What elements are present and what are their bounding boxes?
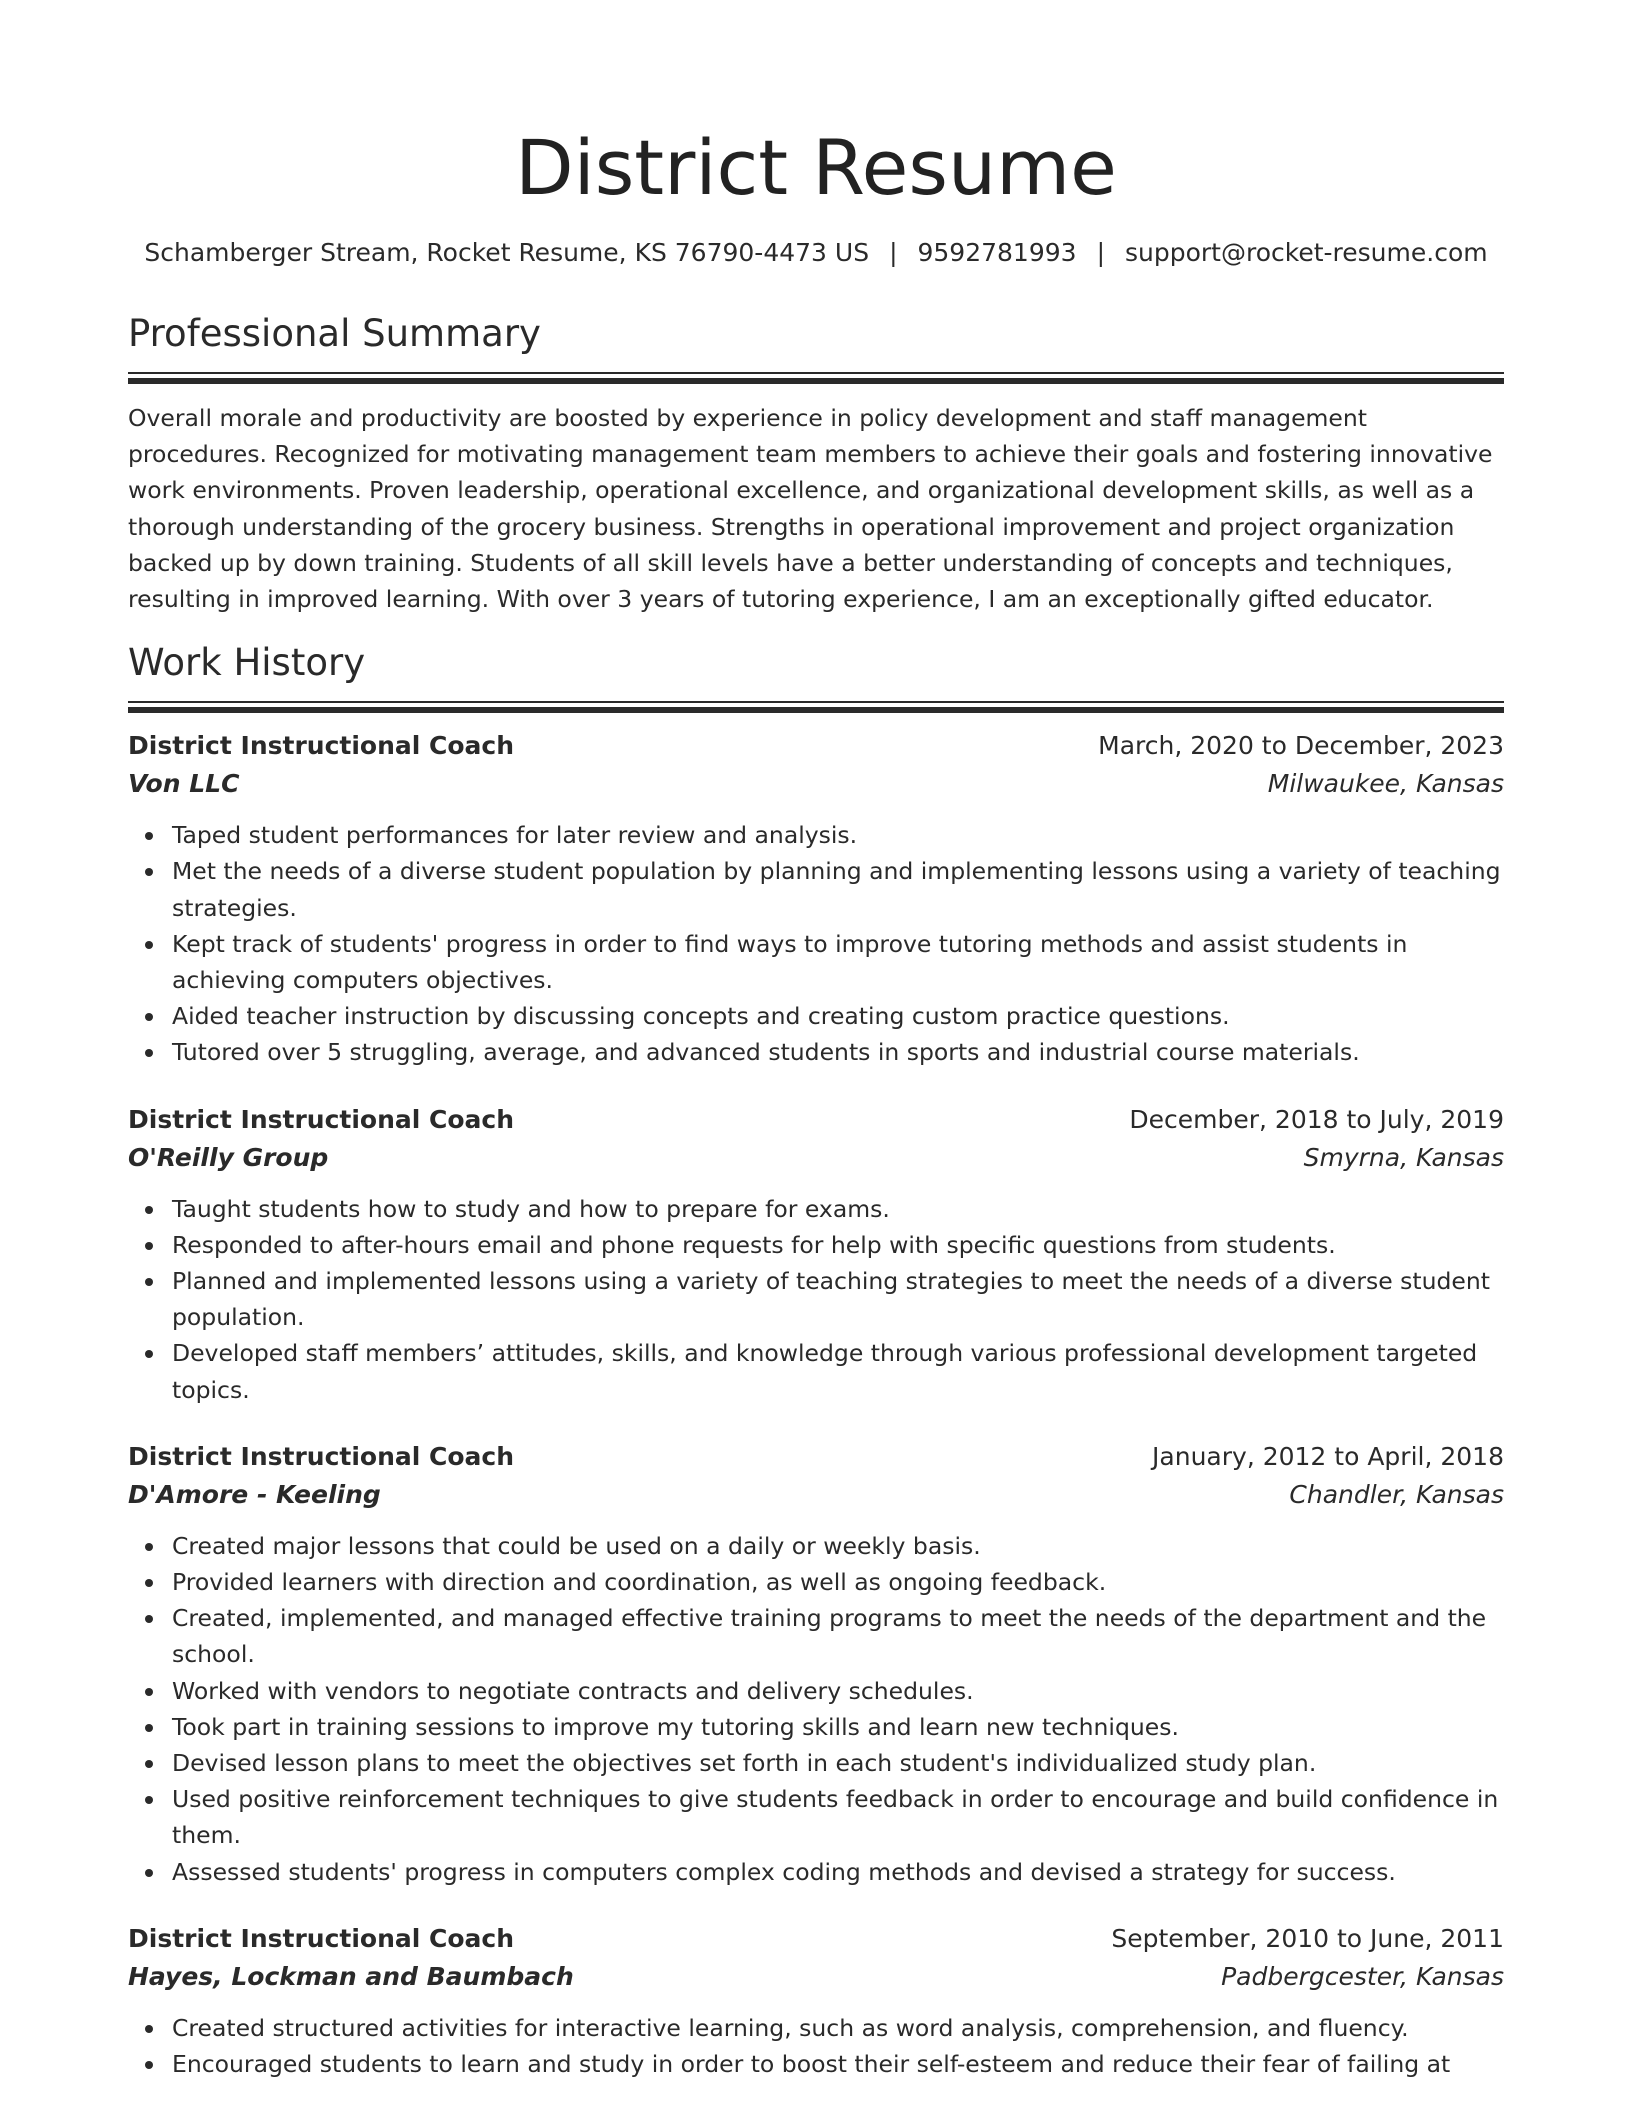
job-bullet: Taught students how to study and how to prepare for exams. bbox=[172, 1191, 1504, 1227]
job-bullet: Tutored over 5 struggling, average, and advanced students in sports and industrial course materials. bbox=[172, 1034, 1504, 1070]
contact-separator: | bbox=[889, 238, 898, 267]
job-bullet: Taped student performances for later review and analysis. bbox=[172, 817, 1504, 853]
section-divider bbox=[128, 372, 1504, 386]
job-bullet: Created structured activities for interactive learning, such as word analysis, comprehension, and fluency. bbox=[172, 2010, 1504, 2046]
section-divider-thin-line bbox=[128, 372, 1504, 374]
professional-summary-section bbox=[128, 310, 1504, 617]
job-company: Hayes, Lockman and Baumbach bbox=[128, 1961, 574, 1991]
job-company: Von LLC bbox=[128, 769, 240, 799]
job-entry bbox=[128, 727, 1504, 1070]
job-bullet: Aided teacher instruction by discussing concepts and creating custom practice questions. bbox=[172, 998, 1504, 1034]
job-bullet: Took part in training sessions to improve my tutoring skills and learn new techniques. bbox=[172, 1709, 1504, 1745]
summary-paragraph: Overall morale and productivity are boosted by experience in policy development and staff management procedures. Recognized for motivating management team members to achieve their goals and fostering innovative work environments. Proven leadership, operational excellence, and organizational development skills, as well as a thorough understanding of the grocery business. Strengths in operational improvement and project organization backed up by down training. Students of all skill levels have a better understanding of concepts and techniques, resulting in improved learning. With over 3 years of tutoring experience, I am an exceptionally gifted educator. bbox=[128, 404, 1493, 614]
job-header-row bbox=[128, 1101, 1504, 1139]
job-subheader-row bbox=[128, 1476, 1504, 1514]
job-title: District Instructional Coach bbox=[128, 731, 515, 761]
job-title: District Instructional Coach bbox=[128, 1104, 515, 1134]
job-dates: March, 2020 to December, 2023 bbox=[1098, 731, 1504, 761]
contact-separator: | bbox=[1096, 238, 1105, 267]
job-bullet-list bbox=[128, 2010, 1504, 2082]
job-entry bbox=[128, 1920, 1504, 2082]
resume-name: District Resume bbox=[515, 123, 1117, 212]
section-divider-thin-line bbox=[128, 701, 1504, 703]
contact-line bbox=[128, 236, 1504, 270]
job-title: District Instructional Coach bbox=[128, 1441, 515, 1471]
job-bullet: Planned and implemented lessons using a variety of teaching strategies to meet the needs of a diverse student population. bbox=[172, 1263, 1504, 1335]
job-title: District Instructional Coach bbox=[128, 1923, 515, 1953]
job-subheader-row bbox=[128, 1958, 1504, 1996]
job-entry bbox=[128, 1101, 1504, 1408]
job-bullet: Met the needs of a diverse student population by planning and implementing lessons using a variety of teaching strategies. bbox=[172, 853, 1504, 925]
job-dates: September, 2010 to June, 2011 bbox=[1111, 1923, 1504, 1953]
job-header-row bbox=[128, 1438, 1504, 1476]
section-divider-thick-line bbox=[128, 707, 1504, 713]
work-history-section bbox=[128, 639, 1504, 2082]
contact-phone: 9592781993 bbox=[917, 238, 1077, 267]
job-bullet-list bbox=[128, 1528, 1504, 1890]
contact-address: Schamberger Stream, Rocket Resume, KS 76790-4473 US bbox=[144, 238, 870, 267]
resume-page bbox=[128, 0, 1504, 2082]
job-bullet: Provided learners with direction and coordination, as well as ongoing feedback. bbox=[172, 1564, 1504, 1600]
contact-email: support@rocket-resume.com bbox=[1125, 238, 1488, 267]
job-header-row bbox=[128, 727, 1504, 765]
job-bullet: Used positive reinforcement techniques to give students feedback in order to encourage and build confidence in them. bbox=[172, 1781, 1504, 1853]
job-entry bbox=[128, 1438, 1504, 1890]
job-bullet: Developed staff members’ attitudes, skills, and knowledge through various professional development targeted topics. bbox=[172, 1335, 1504, 1407]
job-bullet: Devised lesson plans to meet the objectives set forth in each student's individualized study plan. bbox=[172, 1745, 1504, 1781]
job-bullet: Encouraged students to learn and study in order to boost their self-esteem and reduce their fear of failing at bbox=[172, 2046, 1504, 2082]
job-bullet: Kept track of students' progress in order to find ways to improve tutoring methods and assist students in achieving computers objectives. bbox=[172, 926, 1504, 998]
job-bullet-list bbox=[128, 817, 1504, 1070]
job-location: Milwaukee, Kansas bbox=[1267, 769, 1504, 799]
job-bullet: Worked with vendors to negotiate contracts and delivery schedules. bbox=[172, 1673, 1504, 1709]
job-bullet: Responded to after-hours email and phone requests for help with specific questions from students. bbox=[172, 1227, 1504, 1263]
job-dates: December, 2018 to July, 2019 bbox=[1129, 1104, 1504, 1134]
job-bullet: Created major lessons that could be used on a daily or weekly basis. bbox=[172, 1528, 1504, 1564]
job-header-row bbox=[128, 1920, 1504, 1958]
section-title-work-history: Work History bbox=[128, 641, 366, 685]
job-location: Padbergcester, Kansas bbox=[1221, 1961, 1504, 1991]
job-bullet-list bbox=[128, 1191, 1504, 1408]
job-company: D'Amore - Keeling bbox=[128, 1479, 381, 1509]
job-bullet: Assessed students' progress in computers complex coding methods and devised a strategy for success. bbox=[172, 1854, 1504, 1890]
job-location: Chandler, Kansas bbox=[1289, 1479, 1504, 1509]
job-subheader-row bbox=[128, 765, 1504, 803]
job-location: Smyrna, Kansas bbox=[1303, 1142, 1504, 1172]
job-bullet: Created, implemented, and managed effective training programs to meet the needs of the department and the school. bbox=[172, 1600, 1504, 1672]
job-company: O'Reilly Group bbox=[128, 1142, 329, 1172]
section-title-professional-summary: Professional Summary bbox=[128, 312, 541, 355]
section-divider-thick-line bbox=[128, 378, 1504, 384]
section-divider bbox=[128, 701, 1504, 715]
job-subheader-row bbox=[128, 1139, 1504, 1177]
job-dates: January, 2012 to April, 2018 bbox=[1152, 1441, 1504, 1471]
